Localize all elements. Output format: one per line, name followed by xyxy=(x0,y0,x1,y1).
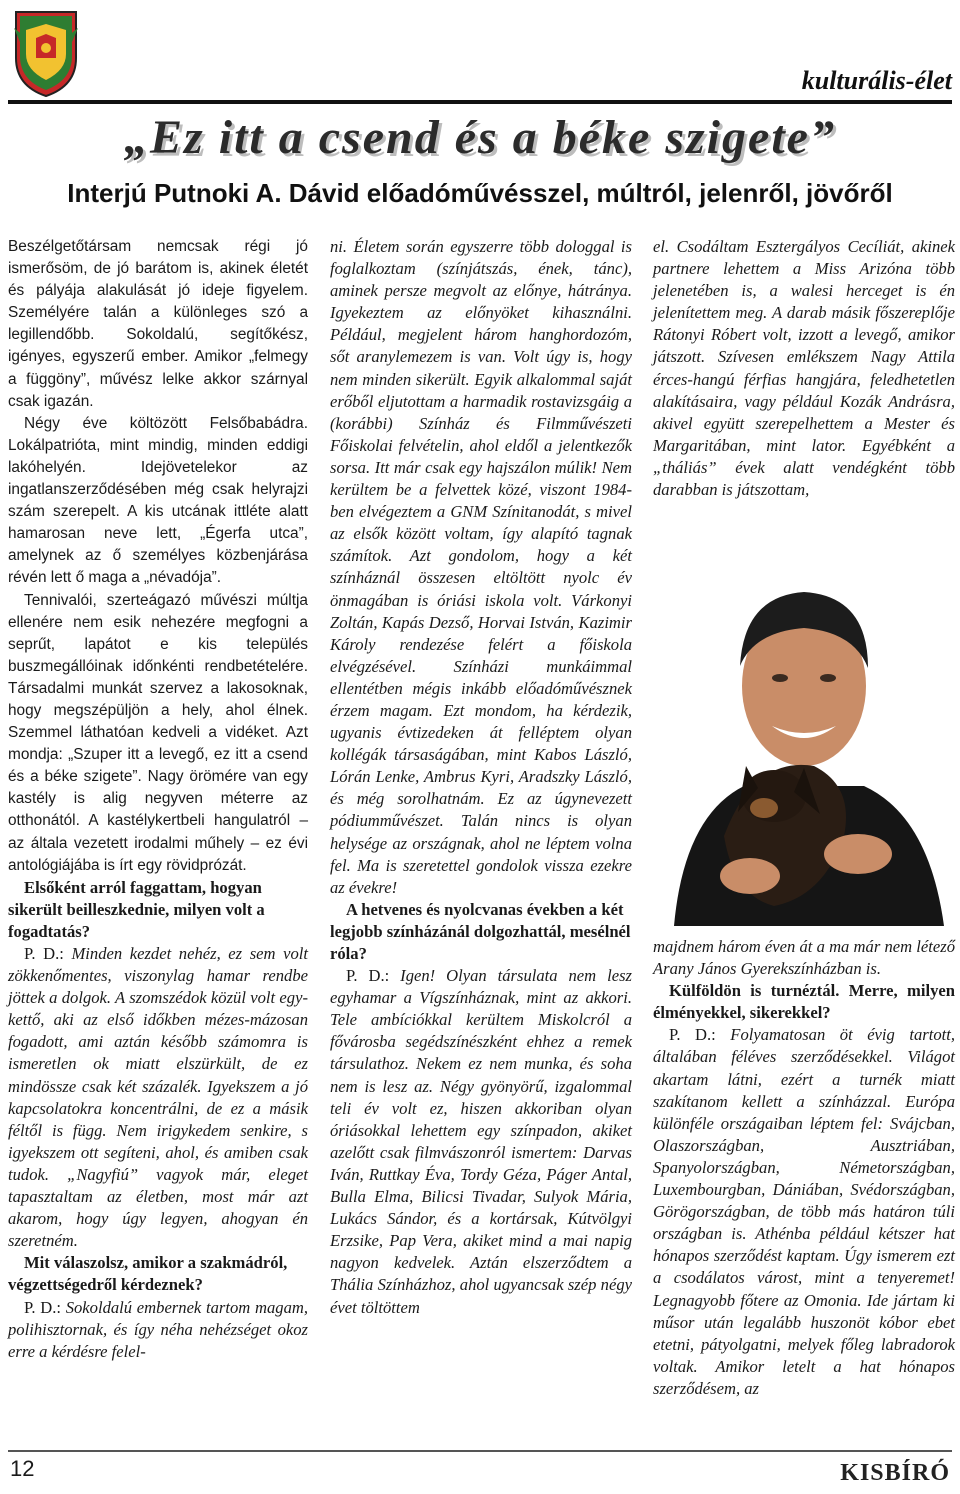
speaker-initials: P. D.: xyxy=(346,966,390,986)
speaker-initials: P. D.: xyxy=(24,944,64,963)
column-2 xyxy=(330,236,632,1319)
interview-answer: P. D.: Igen! Olyan társulata nem lesz egyhamar a Vígszínháznak, mint az akkori. Tele ambíciókkal kerültem Miskolcról a fővárosba segédszínészként ehhez a remek társulathoz. Nekem ez nem munka, és soha nem is lesz az. Négy gyönyörű, izgalommal teli év volt ez, hiszen akkoriban olyan óriásokkal lehettem egy színpadon, akiket azelőtt csak filmvászonról ismertem: Darvas Iván, Ruttkay Éva, Tordy Géza, Páger Antal, Bulla Elma, Bilicsi Tivadar, Sulyok Mária, Lukács Sándor, és a kortársak, Kútvölgyi Erzsike, Pap Vera, akiket mind a mai napig nagyon kedvelek. Aztán elszerződtem a Thália Színházhoz, ahol ugyancsak szép négy évet töltöttem xyxy=(330,966,632,1317)
article-title: „Ez itt a csend és a béke szigete” xyxy=(124,111,836,164)
coat-of-arms-icon xyxy=(10,8,82,98)
intro-paragraph: Beszélgetőtársam nemcsak régi jó ismerősöm, de jó barátom is, akinek életét és pályája alakulását jó ideje figyelem. Személyére talán a különleges szó a legillendőbb. Sokoldalú, segítőkész, igényes, egyszerű ember. Amikor „felmegy a függöny”, művész lelke akkor szárnyal csak igazán. xyxy=(8,238,308,410)
bottom-divider xyxy=(8,1450,952,1452)
column-3-continued xyxy=(653,936,955,1400)
publication-logo: KISBÍRÓ xyxy=(840,1460,950,1486)
intro-paragraph: Tennivalói, szerteágazó művészi múltja ellenére nem esik nehezére megfogni a seprűt, lapátot e kis település buszmegállóinak időnkénti rendbetételére. Társadalmi munkát szervez a lakosoknak, hogy megszépüljön a hely, ahol élnek. Szemmel láthatóan kedveli a vidéket. Azt mondja: „Szuper itt a levegő, ez itt a csend és a béke szigete”. Nagy örömére van egy kastély is alig negyven méterre az otthonától. A kastélykertbeli hangulatról – az általa vezetett irodalmi műhely – ez évi antológiájába is írt egy rövidprózát. xyxy=(8,591,308,874)
interview-answer: majdnem három éven át a ma már nem létező Arany János Gyerekszínházban is. xyxy=(653,937,955,979)
interview-question: Elsőként arról faggattam, hogyan sikerült beilleszkednie, milyen volt a fogadtatás? xyxy=(8,877,265,941)
article-subtitle: Interjú Putnoki A. Dávid előadóművésszel, múltról, jelenről, jövőről xyxy=(67,178,893,208)
interview-question: Mit válaszolsz, amikor a szakmádról, végzettségedről kérdeznek? xyxy=(8,1253,288,1295)
interview-answer: ni. Életem során egyszerre több dologgal is foglalkoztam (színjátszás, ének, tánc), aminek persze megvolt az előnye, hátránya. Igyekeztem az előnyöket kihasználni. Például, megjelent három hanghordozóm, sőt aranylemezem is van. Volt úgy is, hogy nem minden sikerült. Egyik alkalommal saját erőből eljutottam a harmadik rostavizsgáig a (korábbi) Színház és Filmművészeti Főiskolai felvételin, ahol eldől a jelentkezők sorsa. Itt már csak egy hajszálon múlik! Nem kerültem be a felvettek közé, viszont 1984-ben elvégeztem a GNM Színitanodát, s mivel az elsők között voltam, így alapító tagnak számítok. Azt gondolom, hogy a két színháznál összesen eltöltött nyolc év önmagában is óriási iskola volt. Várkonyi Zoltán, Kapás Dezső, Horvai István, Kazimir Károly rendezése felért a főiskola elvégzésével. Színházi munkáimmal ellentétben mégis inkább előadóművésznek érzem magam. Ezt mondom, ha kérdezik, ugyanis évtizedeken át felléptem olyan kollégák társaságában, mint Kabos László, Lórán Lenke, Ambrus Kyri, Aradszky László, és még sorolhatnám. Ez az úgynevezett pódiumművészet. Talán nincs is olyan helysége az országnak, ahol ne léptem volna fel. Ma is szeretettel gondolok vissza ezekre az évekre! xyxy=(330,237,632,897)
interview-answer: el. Csodáltam Esztergályos Cecíliát, akinek partnere lehettem a Miss Arizóna több jelenetében is, a walesi herceget is én jelenítettem meg. A darab másik főszereplője Rátonyi Róbert volt, izzott a levegő, amikor játszott. Szívesen emlékszem Nagy Attila érces-hangú férfias hangjára, feledhetetlen alakításaira, vagy például Kozák Andrásra, akivel együtt szerepelhettem a Mester és Margaritában, mint lator. Egyébként a „tháliás” évek alatt vendégként több darabban is játszottam, xyxy=(653,237,955,500)
intro-paragraph: Négy éve költözött Felsőbabádra. Lokálpatrióta, mint mindig, minden eddigi lakóhelyén. Idejövetelekor az ingatlanszerződésében még csak helyrajzi szám szerepelt. A kis utcának ittléte alatt hamarosan neve lett, „Égerfa utca”, amelynek az ő személyes közbenjárása révén lett ő maga a „névadója”. xyxy=(8,414,308,587)
speaker-initials: P. D.: xyxy=(24,1297,61,1317)
interview-answer: P. D.: Sokoldalú embernek tartom magam, polihisztornak, és így néha nehézséget okoz erre a kérdésre felel- xyxy=(8,1297,308,1361)
interview-question: A hetvenes és nyolcvanas években a két legjobb színházánál dolgozhattál, mesélnél róla? xyxy=(330,899,631,963)
interview-answer: P. D.: Minden kezdet nehéz, ez sem volt zökkenőmentes, viszonylag hamar rendbe jöttek a dolgok. A szomszédok közül volt egy-kettő, aki az első időkben mézes-mázosan fogadott, ami aztán később számomra is ismeretlen ok miatt elszürkült, de ez mindössze csak két százalék. Igyekszem a jó kapcsolatokra koncentrálni, de ez a másik féltől is függ. Nem irigykedem senkire, s igyekszem ott segíteni, ahol, és amiben csak tudok. „Nagyfiú” vagyok már, eleget tapasztaltam az életben, most már azt akarom, hogy úgy legyen, ahogyan én szeretném. xyxy=(8,944,308,1251)
speaker-initials: P. D.: xyxy=(669,1025,716,1045)
top-divider xyxy=(8,100,952,104)
interview-answer: P. D.: Folyamatosan öt évig tartott, általában féléves szerződésekkel. Világot akartam látni, ezért a turnék miatt szakítanom kellett a színházzal. Európa különféle országaiban léptem fel: Svájcban, Olaszországban, Ausztriában, Spanyolországban, Németországban, Luxembourgban, Dániában, Svédországban, Görögországban, de több más határon túli országban is. Athénba például kétszer hat hónapos szerződést kaptam. Úgy ismerem ezt a csodálatos várost, mint a tenyeremet! Legnagyobb főtere az Omonia. Ide jártam ki műsor után legalább huszonöt kóbor ebet etetni, pátyolgatni, melyek főleg labradorok voltak. Amikor letelt a hat hónapos szerződésem, az xyxy=(653,1025,955,1398)
interview-question: Külföldön is turnéztál. Merre, milyen élményekkel, sikerekkel? xyxy=(653,981,955,1023)
page-number: 12 xyxy=(10,1456,35,1481)
column-1 xyxy=(8,236,308,1363)
column-3 xyxy=(653,236,955,501)
section-label: kulturális-élet xyxy=(801,66,952,95)
portrait-photo xyxy=(654,536,956,926)
